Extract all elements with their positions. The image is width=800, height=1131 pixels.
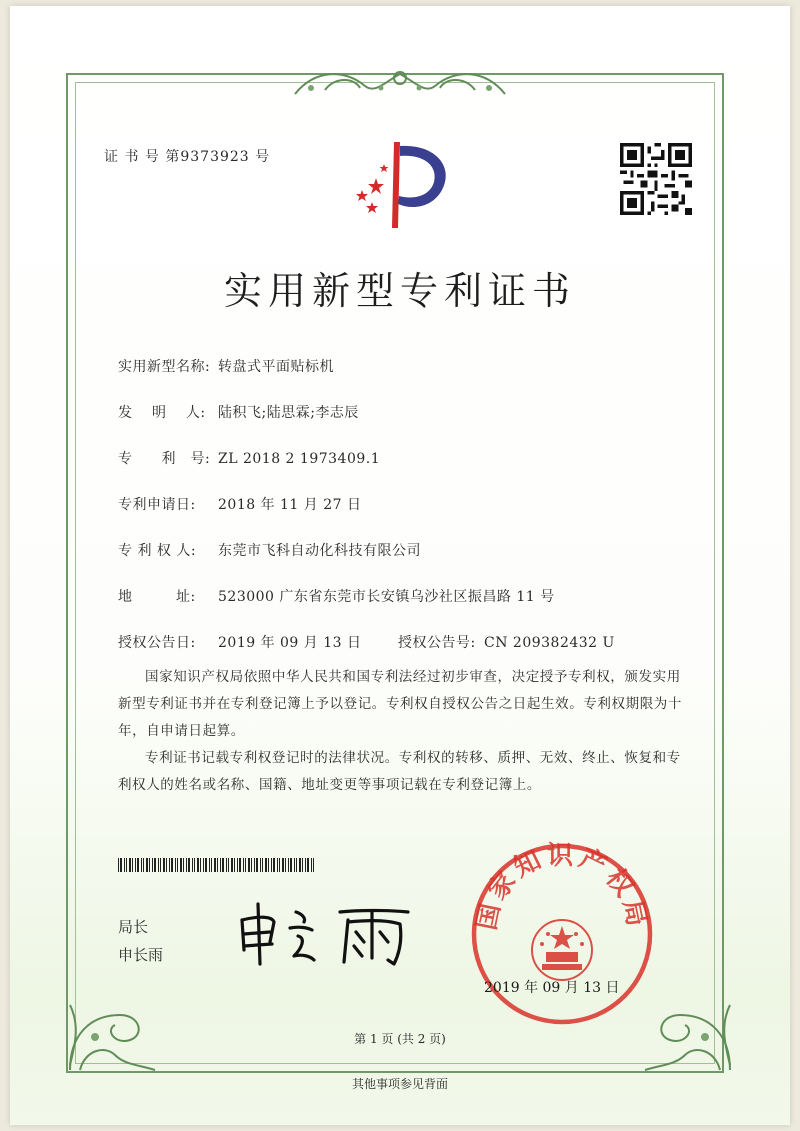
- field-value: 转盘式平面贴标机: [218, 359, 334, 375]
- field-value: 东莞市飞科自动化科技有限公司: [218, 543, 421, 559]
- statement-paragraph-2: 专利证书记载专利权登记时的法律状况。专利权的转移、质押、无效、终止、恢复和专利权人的姓名或名称、国籍、地址变更等事项记载在专利登记簿上。: [118, 750, 681, 793]
- director-title: 局长: [118, 918, 149, 936]
- grant-number-row: [398, 632, 615, 652]
- field-value: 523000 广东省东莞市长安镇乌沙社区振昌路 11 号: [218, 589, 555, 605]
- field-label: 实用新型名称:: [118, 359, 211, 375]
- field-value: 陆积飞;陆思霖;李志辰: [218, 405, 359, 421]
- barcode: [118, 858, 316, 872]
- official-seal: [466, 838, 658, 1030]
- field-label: 专 利 号:: [118, 451, 211, 467]
- statement-paragraph-1: 国家知识产权局依照中华人民共和国专利法经过初步审查，决定授予专利权，颁发实用新型专利证书并在专利登记簿上予以登记。专利权自授权公告之日起生效。专利权期限为十年，自申请日起算。: [118, 669, 682, 739]
- page-number: 第 1 页 (共 2 页): [354, 1032, 446, 1046]
- field-row-address: [118, 586, 555, 606]
- bottom-left-ornament: [60, 975, 160, 1075]
- grant-number-label: 授权公告号:: [398, 635, 476, 651]
- footer-note: 其他事项参见背面: [351, 1077, 448, 1091]
- field-label: 专利申请日:: [118, 497, 196, 513]
- field-row-name: [118, 356, 334, 376]
- field-label: 发 明 人:: [118, 405, 206, 421]
- field-value: ZL 2018 2 1973409.1: [218, 451, 381, 467]
- grant-date-label: 授权公告日:: [118, 635, 196, 651]
- field-row-application-date: [118, 494, 362, 514]
- director-signature: [228, 898, 428, 968]
- field-row-inventor: [118, 402, 359, 422]
- field-value: 2018 年 11 月 27 日: [218, 497, 362, 513]
- top-ornament: [285, 64, 515, 104]
- field-row-patentee: [118, 540, 421, 560]
- director-name: 申长雨: [118, 946, 164, 964]
- field-label: 地 址:: [118, 589, 196, 605]
- field-label: 专 利 权 人:: [118, 543, 197, 559]
- seal-date: 2019 年 09 月 13 日: [484, 980, 620, 996]
- certificate-title: 实用新型专利证书: [223, 269, 576, 313]
- grant-number-value: CN 209382432 U: [484, 635, 615, 651]
- grant-date-row: [118, 632, 362, 652]
- qr-code: [620, 143, 692, 215]
- grant-date-value: 2019 年 09 月 13 日: [218, 635, 362, 651]
- certificate-number: 证 书 号 第9373923 号: [104, 149, 271, 165]
- patent-office-logo: [342, 138, 462, 232]
- svg-text:国家知识产权局: 国家知识产权局: [471, 840, 653, 933]
- field-row-patent-no: [118, 448, 380, 468]
